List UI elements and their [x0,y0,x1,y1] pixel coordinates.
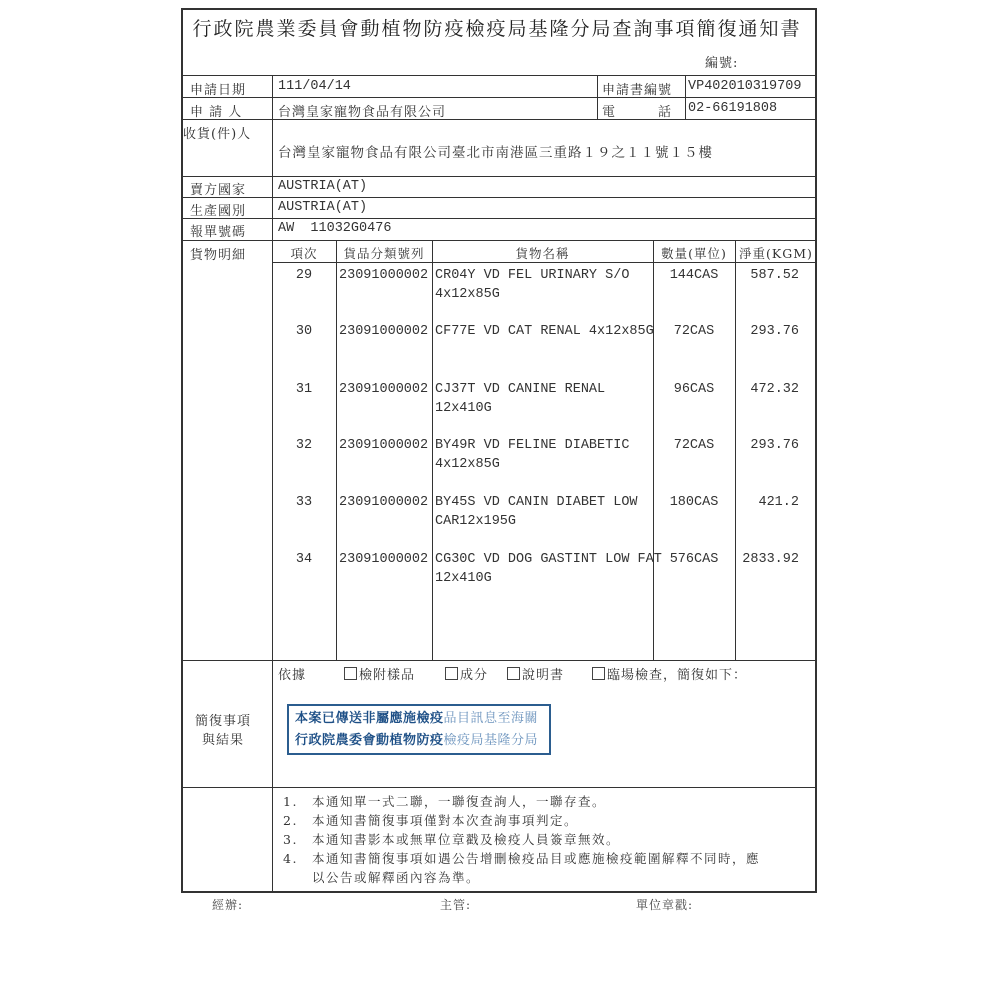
checkbox-ingredients[interactable]: 成分 [445,664,488,683]
declaration-no-label: 報單號碼 [190,225,247,240]
phone: 02-66191808 [688,101,778,116]
document-title: 行政院農業委員會動植物防疫檢疫局基隆分局查詢事項簡復通知書 [192,18,802,40]
note-text: 本通知單一式二聯，一聯復查詢人，一聯存查。 [312,794,607,809]
stamp-line2: 行政院農委會動植物防疫檢疫局基隆分局 [295,733,539,748]
checkbox-icon[interactable] [445,667,458,680]
note-text: 以公告或解釋函內容為準。 [312,870,481,885]
declaration-no: AW 11032G0476 [278,221,392,236]
consignee-label: 收貨(件)人 [183,127,252,142]
handler-signature-label: 經辦: [212,898,244,912]
checkbox-onsite-inspection[interactable]: 臨場檢查，簡復如下： [592,664,747,683]
summary-label-line2: 與結果 [202,733,245,748]
goods-name: CJ37T VD CANINE RENAL [435,382,606,397]
basis-label: 依據 [278,668,307,683]
col-header-weight: 淨重(KGM) [739,246,813,261]
goods-name-cont: 4x12x85G [435,457,500,472]
divider [336,240,337,660]
application-no-label: 申請書編號 [602,83,673,98]
item-no: 30 [295,324,313,339]
goods-name-cont: CAR12x195G [435,514,517,529]
note-number: 4. [283,851,298,866]
hs-code: 23091000002 [339,268,429,283]
stamp-line1: 本案已傳送非屬應施檢疫品目訊息至海關 [295,711,539,726]
divider [597,75,598,119]
serial-label: 編號: [705,56,739,71]
goods-name: BY45S VD CANIN DIABET LOW [435,495,638,510]
supervisor-signature-label: 主管: [440,898,472,912]
applicant: 台灣皇家寵物食品有限公司 [278,105,447,120]
applicant-label: 申 請 人 [190,105,243,120]
note-number: 1. [283,794,298,809]
item-no: 34 [295,552,313,567]
quantity: 180CAS [669,495,719,510]
quantity: 144CAS [669,268,719,283]
col-header-item: 項次 [290,246,318,261]
note-number: 2. [283,813,298,828]
goods-name: BY49R VD FELINE DIABETIC [435,438,630,453]
hs-code: 23091000002 [339,438,429,453]
note-text: 本通知書簡復事項如遇公告增刪檢疫品目或應施檢疫範圍解釋不同時，應 [312,851,761,866]
checkbox-sample[interactable]: 檢附樣品 [344,664,415,683]
net-weight: 293.76 [750,324,799,339]
goods-name: CG30C VD DOG GASTINT LOW FAT [435,552,662,567]
col-header-code: 貨品分類號列 [343,246,425,261]
hs-code: 23091000002 [339,324,429,339]
quantity: 72CAS [673,438,715,453]
net-weight: 421.2 [758,495,799,510]
quantity: 72CAS [673,324,715,339]
net-weight: 2833.92 [742,552,799,567]
quantity: 576CAS [669,552,719,567]
goods-name: CF77E VD CAT RENAL 4x12x85G [435,324,654,339]
origin-country-label: 生產國別 [190,204,247,219]
hs-code: 23091000002 [339,552,429,567]
net-weight: 472.32 [750,382,799,397]
hs-code: 23091000002 [339,495,429,510]
divider [432,240,433,660]
col-header-name: 貨物名稱 [515,246,570,261]
divider [181,176,817,177]
note-text: 本通知書影本或無單位章戳及檢疫人員簽章無效。 [312,832,621,847]
title-area [181,8,817,48]
goods-detail-label: 貨物明細 [190,248,247,263]
checkbox-icon[interactable] [592,667,605,680]
summary-label-line1: 簡復事項 [195,714,252,729]
goods-name: CR04Y VD FEL URINARY S/O [435,268,630,283]
item-no: 32 [295,438,313,453]
quantity: 96CAS [673,382,715,397]
unit-seal-label: 單位章戳: [636,898,694,912]
item-no: 29 [295,268,313,283]
note-text: 本通知書簡復事項僅對本次查詢事項判定。 [312,813,579,828]
phone-label: 電 話 [602,105,673,120]
divider [181,660,817,661]
divider [181,197,817,198]
goods-name-cont: 4x12x85G [435,287,500,302]
application-no: VP402010319709 [688,79,802,94]
divider [181,787,817,788]
goods-name-cont: 12x410G [435,571,492,586]
divider [272,75,273,893]
divider [181,75,817,76]
goods-name-cont: 12x410G [435,401,492,416]
checkbox-icon[interactable] [507,667,520,680]
result-stamp [287,704,551,755]
hs-code: 23091000002 [339,382,429,397]
origin-country: AUSTRIA(AT) [278,200,368,215]
net-weight: 587.52 [750,268,799,283]
divider [181,119,817,120]
divider [685,75,686,119]
consignee: 台灣皇家寵物食品有限公司臺北市南港區三重路１９之１１號１５樓 [278,145,713,161]
item-no: 31 [295,382,313,397]
application-date-label: 申請日期 [190,83,247,98]
note-number: 3. [283,832,298,847]
divider [181,240,817,241]
divider [181,97,817,98]
checkbox-manual[interactable]: 說明書 [507,664,564,683]
checkbox-icon[interactable] [344,667,357,680]
seller-country-label: 賣方國家 [190,183,247,198]
item-no: 33 [295,495,313,510]
application-date: 111/04/14 [278,79,351,94]
divider [181,218,817,219]
col-header-qty: 數量(單位) [661,246,727,261]
net-weight: 293.76 [750,438,799,453]
seller-country: AUSTRIA(AT) [278,179,368,194]
